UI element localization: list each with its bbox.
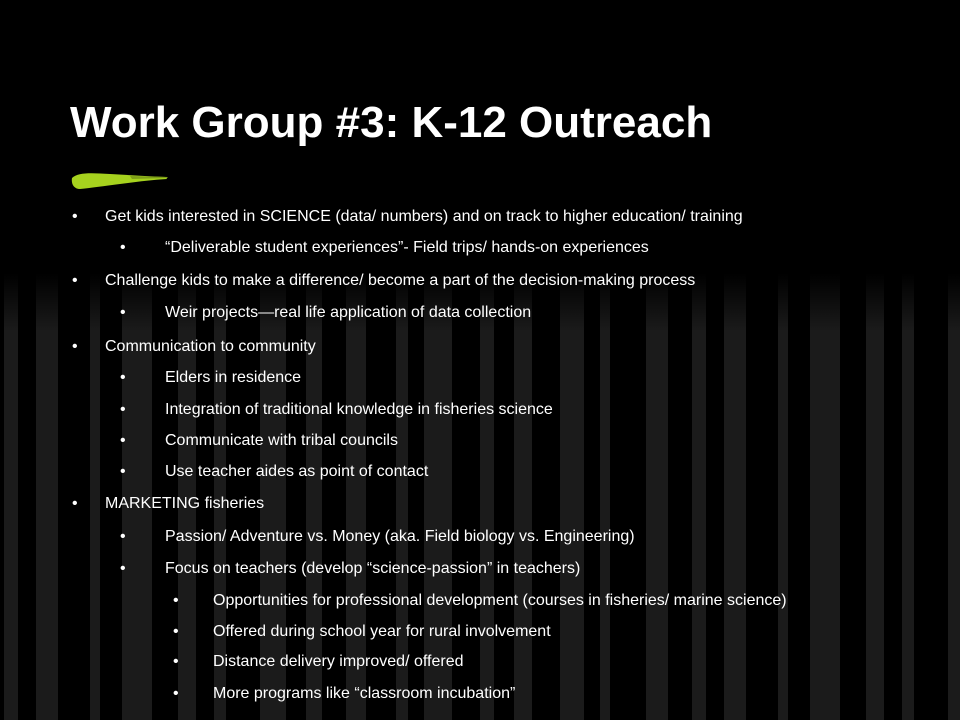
bullet-text: Get kids interested in SCIENCE (data/ numbers) and on track to higher education/ training	[105, 208, 743, 225]
bullet-text: Distance delivery improved/ offered	[213, 653, 464, 670]
bullet-text: MARKETING fisheries	[105, 495, 265, 512]
bullet-dot: •	[173, 592, 179, 609]
bullet-dot: •	[173, 685, 179, 702]
bullet-text: More programs like “classroom incubation”	[213, 685, 516, 702]
bullet-dot: •	[72, 495, 78, 512]
bullet-dot: •	[120, 560, 126, 577]
bullet-dot: •	[72, 208, 78, 225]
bullet-text: Elders in residence	[165, 369, 302, 386]
bullet-dot: •	[120, 528, 126, 545]
bullet-dot: •	[120, 369, 126, 386]
bullet-dot: •	[173, 623, 179, 640]
bullet-text: Challenge kids to make a difference/ become a part of the decision-making process	[105, 272, 696, 289]
bullet-dot: •	[72, 272, 78, 289]
bullet-text: Opportunities for professional development (courses in fisheries/ marine science)	[213, 592, 787, 609]
bullet-text: “Deliverable student experiences”- Field trips/ hands-on experiences	[165, 239, 649, 256]
bullet-dot: •	[120, 432, 126, 449]
bullet-text: Weir projects—real life application of data collection	[165, 304, 532, 321]
bullet-text: Focus on teachers (develop “science-passion” in teachers)	[165, 560, 581, 577]
bullet-dot: •	[120, 239, 126, 256]
bullet-text: Communicate with tribal councils	[165, 432, 398, 449]
bullet-dot: •	[72, 338, 78, 355]
slide-title: Work Group #3: K-12 Outreach	[70, 98, 713, 147]
bullet-dot: •	[173, 653, 179, 670]
bullet-dot: •	[120, 463, 126, 480]
bullet-text: Communication to community	[105, 338, 316, 355]
bullet-text: Use teacher aides as point of contact	[165, 463, 429, 480]
bullet-text: Integration of traditional knowledge in fisheries science	[165, 401, 553, 418]
bullet-dot: •	[120, 401, 126, 418]
bullet-dot: •	[120, 304, 126, 321]
bullet-text: Passion/ Adventure vs. Money (aka. Field biology vs. Engineering)	[165, 528, 635, 545]
bullet-text: Offered during school year for rural involvement	[213, 623, 551, 640]
